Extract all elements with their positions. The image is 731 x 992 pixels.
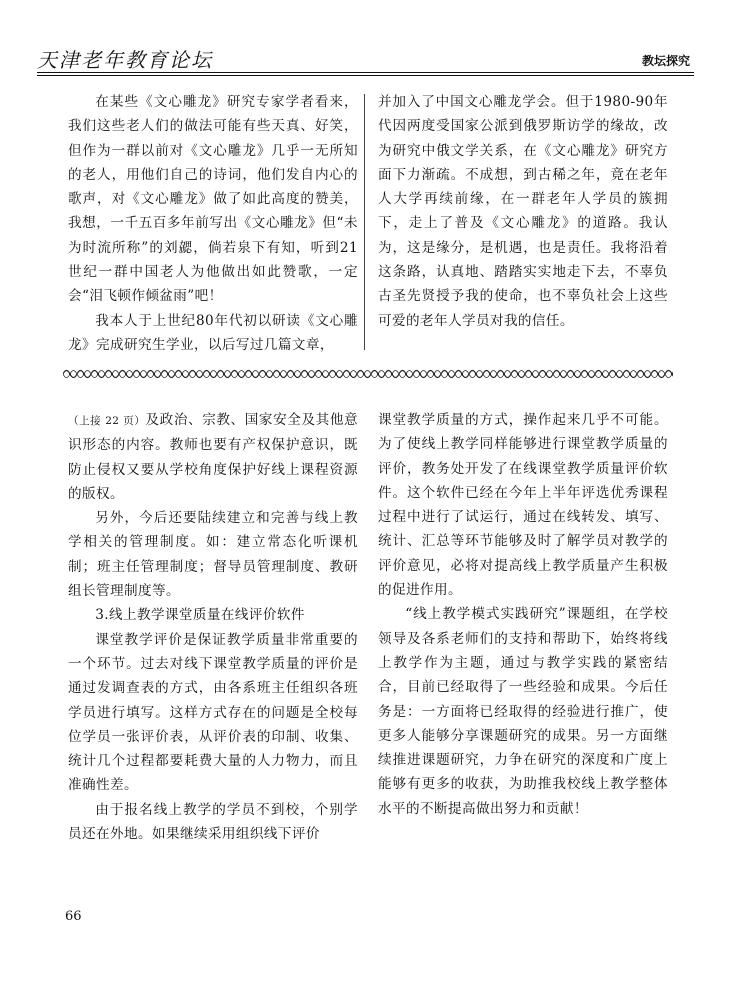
header-rule xyxy=(37,72,694,73)
paragraph: 课堂教学质量的方式，操作起来几乎不可能。为了使线上教学同样能够进行课堂教学质量的评价，教务处开发了在线课堂教学质量评价软件。这个软件已经在今年上半年评选优秀课程过程中进行了试运行，通过在线转发、填写、统计、汇总等环节能够及时了解学员对教学的评价意见，必将对提高线上教学质量产生积极的促进作用。 xyxy=(378,412,668,599)
paragraph-text: 及政治、宗教、国家安全及其他意识形态的内容。教师也要有产权保护意识，既防止侵权又要从学校角度保护好线上课程资源的版权。 xyxy=(68,412,359,502)
journal-logo: 天津老年教育论坛 xyxy=(37,48,213,72)
bottom-right-column xyxy=(378,408,668,821)
top-left-column xyxy=(68,90,358,357)
page-header xyxy=(37,38,694,78)
paragraph: 由于报名线上教学的学员不到校，个别学员还在外地。如果继续采用组织线下评价 xyxy=(68,801,358,843)
continued-note: （上接 22 页） xyxy=(68,415,146,427)
paragraph xyxy=(68,408,358,506)
ornamental-divider xyxy=(63,364,673,384)
paragraph: 并加入了中国文心雕龙学会。但于1980-90年代因两度受国家公派到俄罗斯访学的缘故，改为研究中俄文学关系，在《文心雕龙》研究方面下力渐疏。不成想，到古稀之年，竟在老年人大学再续前缘，在一群老年人学员的簇拥下，走上了普及《文心雕龙》的道路。我认为，这是缘分，是机遇，也是责任。我将沿着这条路，认真地、踏踏实实地走下去，不辜负古圣先贤授予我的使命，也不辜负社会上这些可爱的老年人学员对我的信任。 xyxy=(378,94,668,329)
page-number: 66 xyxy=(65,909,82,924)
paragraph: 课堂教学评价是保证教学质量非常重要的一个环节。过去对线下课堂教学质量的评价是通过发调查表的方式，由各系班主任组织各班学员进行填写。这样方式存在的问题是全校每位学员一张评价表，从评价表的印制、收集、统计几个过程都要耗费大量的人力物力，而且准确性差。 xyxy=(68,631,358,794)
bottom-left-column xyxy=(68,408,358,846)
section-label: 教坛探究 xyxy=(641,54,690,68)
top-right-column xyxy=(378,90,668,333)
paragraph: 我本人于上世纪80年代初以研读《文心雕龙》完成研究生学业，以后写过几篇文章， xyxy=(68,312,358,353)
paragraph: “线上教学模式实践研究”课题组，在学校领导及各系老师们的支持和帮助下，始终将线上教学作为主题，通过与教学实践的紧密结合，目前已经取得了一些经验和成果。今后任务是：一方面将已经取得的经验进行推广，使更多人能够分享课题研究的成果。另一方面继续推进课题研究，力争在研究的深度和广度上能够有更多的收获，为助推我校线上教学整体水平的不断提高做出努力和贡献！ xyxy=(378,606,668,817)
column-divider xyxy=(364,94,365,350)
paragraph: 另外，今后还要陆续建立和完善与线上教学相关的管理制度。如：建立常态化听课机制；班主任管理制度；督导员管理制度、教研组长管理制度等。 xyxy=(68,510,358,600)
paragraph: 在某些《文心雕龙》研究专家学者看来，我们这些老人们的做法可能有些天真、好笑，但作为一群以前对《文心雕龙》几乎一无所知的老人，用他们自己的诗词，他们发自内心的歌声，对《文心雕龙》做了如此高度的赞美，我想，一千五百多年前写出《文心雕龙》但“未为时流所称”的刘勰，倘若泉下有知，听到21世纪一群中国老人为他做出如此赞歌，一定会“泪飞顿作倾盆雨”吧！ xyxy=(68,94,358,305)
subheading: 3.线上教学课堂质量在线评价软件 xyxy=(95,607,305,624)
header-rule-thin xyxy=(37,75,694,76)
